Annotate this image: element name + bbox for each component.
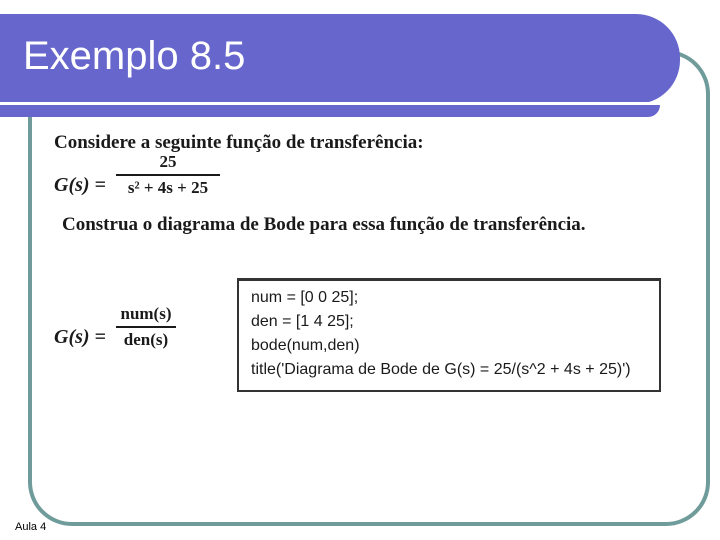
footer-label: Aula 4 — [15, 521, 47, 533]
equation2-fraction — [116, 304, 176, 350]
code-line: title('Diagrama de Bode de G(s) = 25/(s^2 + 4s + 25)') — [251, 361, 631, 378]
intro-text: Considere a seguinte função de transferência: — [54, 132, 424, 153]
banner-underline — [0, 105, 660, 117]
equation-fraction — [116, 152, 220, 198]
equation-denominator: s² + 4s + 25 — [127, 178, 209, 197]
slide-title: Exemplo 8.5 — [23, 34, 246, 78]
code-line: num = [0 0 25]; — [251, 289, 359, 306]
equation-lhs: G(s) = — [54, 174, 106, 196]
equation-numerator: 25 — [159, 152, 177, 171]
equation2-numerator: num(s) — [120, 304, 172, 323]
code-line: den = [1 4 25]; — [251, 313, 354, 330]
code-line: bode(num,den) — [251, 337, 360, 354]
equation2-denominator: den(s) — [123, 330, 169, 349]
fraction-bar — [116, 174, 220, 176]
equation2-lhs: G(s) = — [54, 326, 106, 348]
instruction-text: Construa o diagrama de Bode para essa função de transferência. — [62, 214, 586, 235]
matlab-code-box — [237, 278, 661, 392]
fraction2-bar — [116, 326, 176, 328]
